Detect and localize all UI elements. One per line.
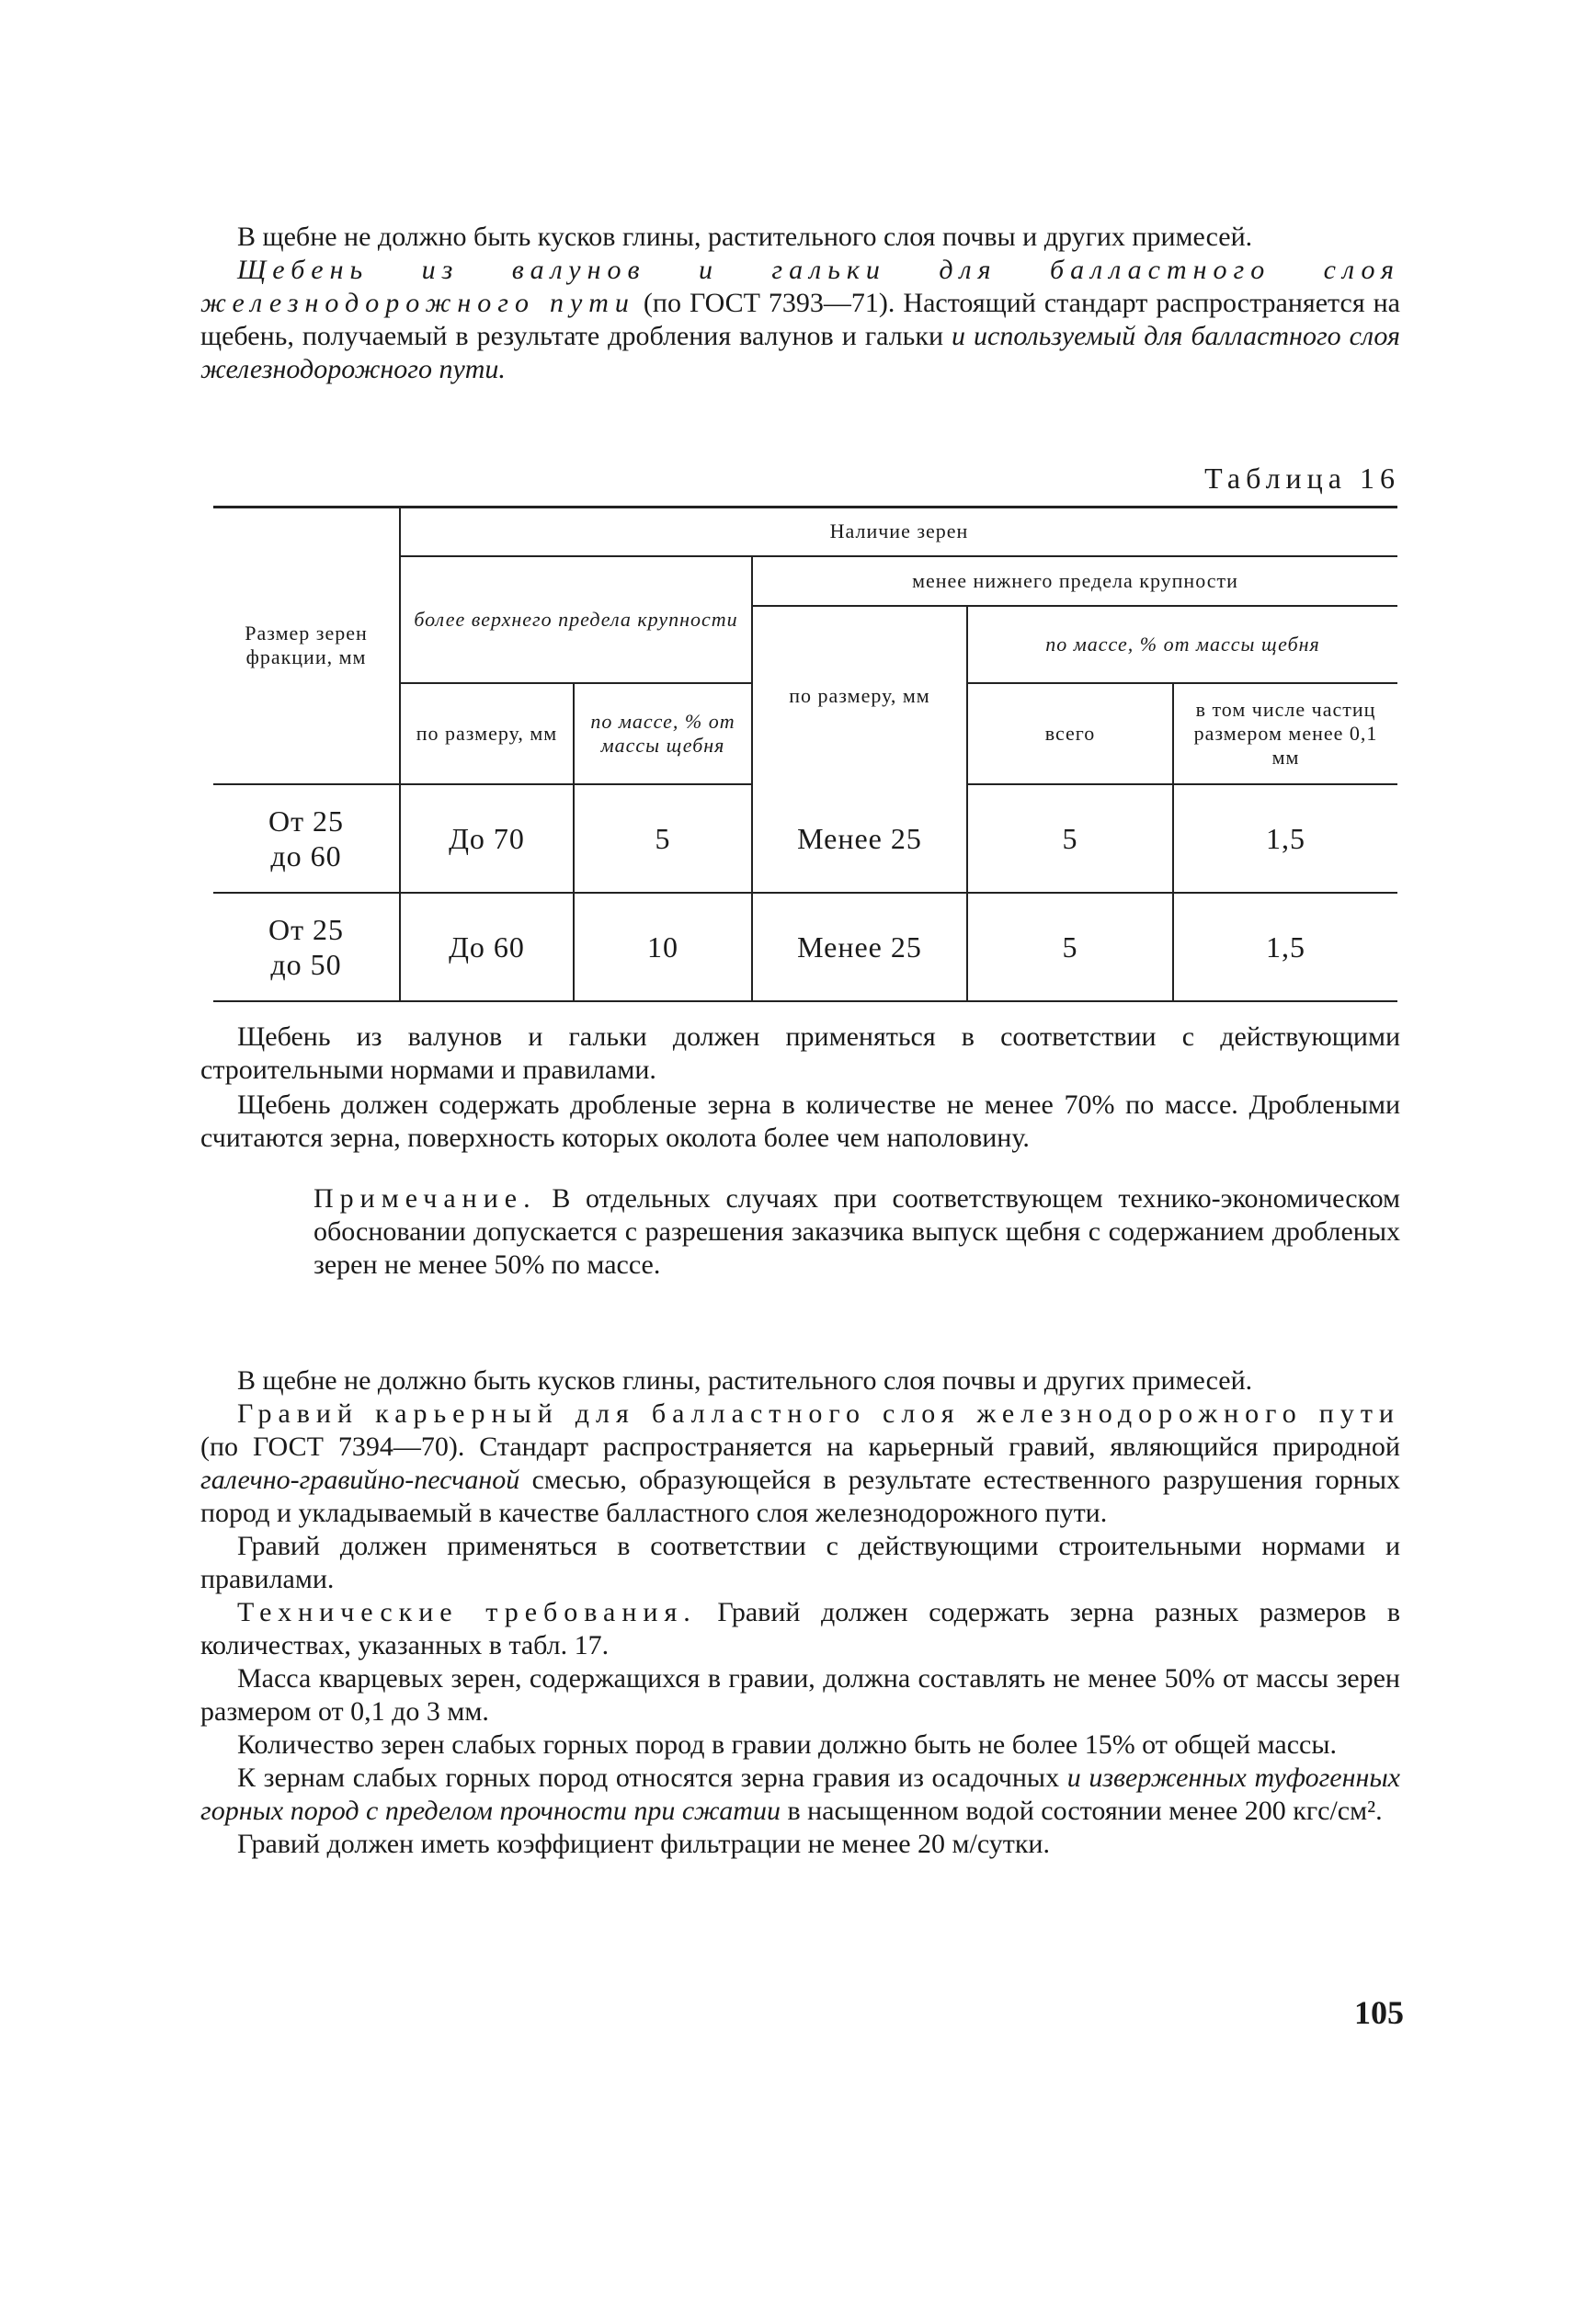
header-lower: менее нижнего предела крупности <box>752 556 1397 606</box>
header-size: Размер зерен фракции, мм <box>213 508 400 784</box>
table-caption: Таблица 16 <box>1204 462 1400 495</box>
paragraph: В щебне не должно быть кусков глины, растительного слоя почвы и других примесей. <box>237 222 1253 252</box>
body-text-upper <box>200 1021 1400 1282</box>
cell-size: От 25 до 60 <box>213 784 400 893</box>
paragraph: Щебень должен содержать дробленые зерна в количестве не менее 70% по массе. Дроблеными считаются зерна, поверхность которых околота более чем наполовину. <box>200 1090 1400 1153</box>
header-lower-size: по размеру, мм <box>752 606 967 784</box>
paragraph: Количество зерен слабых горных пород в гравии должно быть не более 15% от общей массы. <box>237 1729 1338 1760</box>
paragraph: Гравий карьерный для балластного слоя железнодорожного пути (по ГОСТ 7394—70). Стандарт распространяется на карьерный гравий, являющийся природной галечно-гравийно-песчаной смесью, образующейся в результате естественного разрушения горных пород и укладываемый в качестве балластного слоя железнодорожного пути. <box>200 1398 1400 1528</box>
paragraph: К зернам слабых горных пород относятся зерна гравия из осадочных и изверженных туфогенных горных пород с пределом прочности при сжатии в насыщенном водой состоянии менее 200 кгс/см². <box>200 1763 1400 1826</box>
header-upper: более верхнего предела крупности <box>400 556 752 683</box>
paragraph: Гравий должен иметь коэффициент фильтрации не менее 20 м/сутки. <box>237 1829 1050 1859</box>
cell-total: 5 <box>967 784 1173 893</box>
cell-size: От 25 до 50 <box>213 893 400 1001</box>
paragraph: В щебне не должно быть кусков глины, растительного слоя почвы и других примесей. <box>237 1365 1253 1396</box>
body-text-lower <box>200 1364 1400 1861</box>
header-lower-mass: по массе, % от массы щебня <box>967 606 1397 683</box>
note: Примечание. В отдельных случаях при соответствующем технико-экономическом обосновании допускается с разрешения заказчика выпуск щебня с содержанием дробленых зерен не менее 50% по массе. <box>314 1183 1400 1280</box>
cell-upper-mass: 10 <box>574 893 752 1001</box>
paragraph: Технические требования. Гравий должен содержать зерна разных размеров в количествах, указанных в табл. 17. <box>200 1597 1400 1660</box>
section-heading: Технические требования. <box>237 1597 697 1627</box>
intro-text <box>200 221 1400 386</box>
cell-upper-size: До 60 <box>400 893 574 1001</box>
paragraph: Щебень из валунов и гальки должен применяться в соответствии с действующими строительными нормами и правилами. <box>200 1021 1400 1085</box>
cell-total: 5 <box>967 893 1173 1001</box>
cell-upper-size: До 70 <box>400 784 574 893</box>
cell-upper-mass: 5 <box>574 784 752 893</box>
header-total: всего <box>967 683 1173 784</box>
data-table <box>213 508 1397 1002</box>
cell-lower-size: Менее 25 <box>752 893 967 1001</box>
header-upper-mass: по массе, % от массы щебня <box>574 683 752 784</box>
section-heading: Гравий карьерный для балластного слоя железнодорожного пути <box>237 1398 1400 1429</box>
section-heading: Щебень из валунов и гальки для балластного слоя железнодорожного пути <box>200 255 1400 318</box>
header-presence: Наличие зерен <box>400 508 1397 556</box>
page-number: 105 <box>1354 1994 1404 2031</box>
cell-fine: 1,5 <box>1173 784 1397 893</box>
table-row <box>213 893 1397 1001</box>
paragraph: Гравий должен применяться в соответствии с действующими строительными нормами и правилами. <box>200 1531 1400 1594</box>
header-fine: в том числе частиц размером менее 0,1 мм <box>1173 683 1397 784</box>
paragraph: Масса кварцевых зерен, содержащихся в гравии, должна составлять не менее 50% от массы зерен размером от 0,1 до 3 мм. <box>200 1663 1400 1727</box>
cell-fine: 1,5 <box>1173 893 1397 1001</box>
table-row <box>213 784 1397 893</box>
note-label: Примечание. <box>314 1183 537 1214</box>
cell-lower-size: Менее 25 <box>752 784 967 893</box>
header-upper-size: по размеру, мм <box>400 683 574 784</box>
paragraph: Щебень из валунов и гальки для балластного слоя железнодорожного пути (по ГОСТ 7393—71). Настоящий стандарт распространяется на щебень, получаемый в результате дробления валунов и гальки и используемый для балластного слоя железнодорожного пути. <box>200 255 1400 384</box>
